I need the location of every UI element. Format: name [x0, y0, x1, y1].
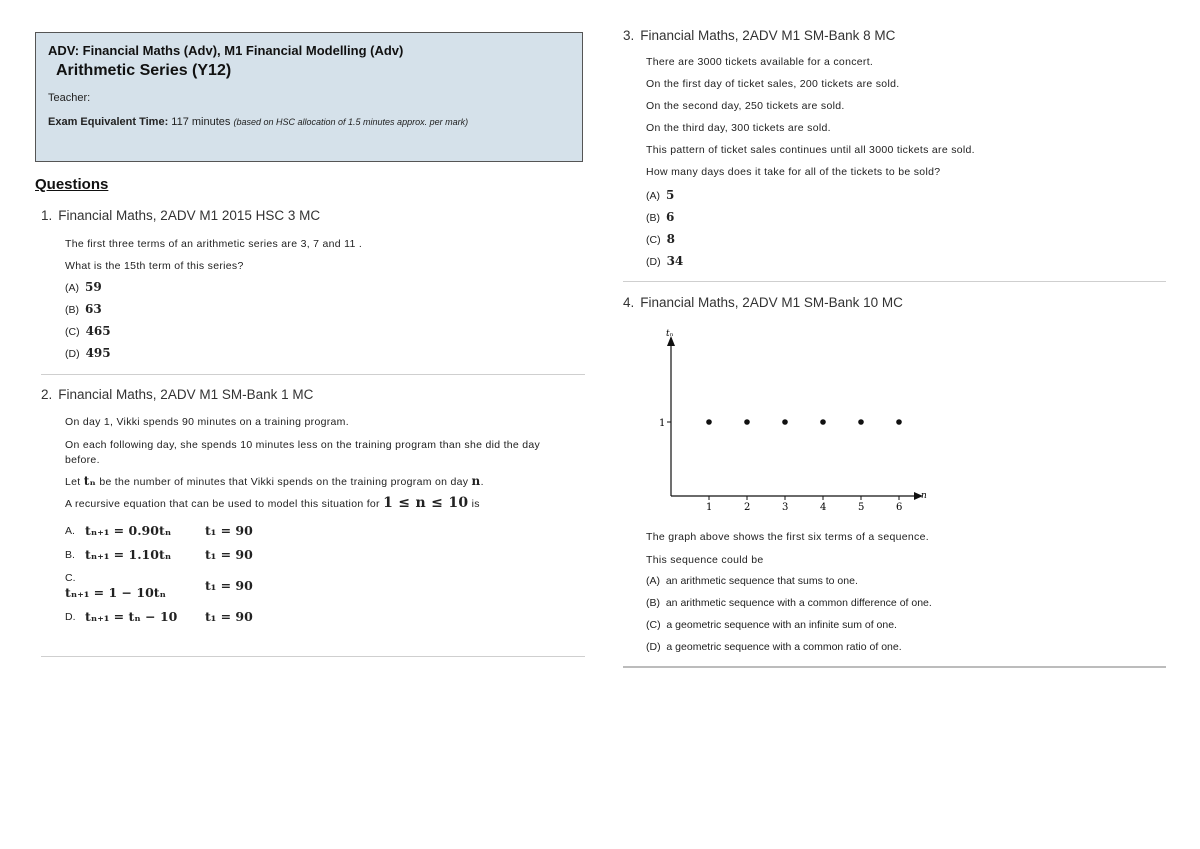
- option-value: 63: [85, 302, 102, 316]
- option-text: a geometric sequence with an infinite sum of one.: [666, 619, 897, 631]
- question-2-option-a-equation: tₙ₊₁ = 0.90tₙ: [85, 523, 172, 538]
- worksheet-title: Arithmetic Series (Y12): [56, 62, 232, 79]
- option-label: (C): [646, 619, 661, 631]
- exam-time-value: 117 minutes: [171, 116, 231, 128]
- question-3-option-d: [646, 254, 683, 268]
- x-tick-label: 1: [706, 502, 713, 513]
- question-1-title: [41, 208, 320, 223]
- question-3-line-4: On the third day, 300 tickets are sold.: [646, 122, 831, 134]
- question-3-line-3: On the second day, 250 tickets are sold.: [646, 100, 845, 112]
- option-value: 465: [85, 324, 111, 338]
- question-divider: [623, 666, 1166, 668]
- teacher-label: Teacher:: [48, 92, 91, 104]
- question-2-line-2: On each following day, she spends 10 minutes less on the training program than she did the day before.: [65, 439, 541, 466]
- x-axis-label: n: [921, 491, 927, 501]
- question-2-option-b-initial: t₁ = 90: [205, 547, 253, 562]
- course-title: ADV: Financial Maths (Adv), M1 Financial Modelling (Adv): [48, 43, 404, 58]
- question-number: 2.: [41, 387, 53, 402]
- option-value: 8: [666, 232, 675, 246]
- question-number: 3.: [623, 28, 635, 43]
- text-fragment: be the number of minutes that Vikki spends on the training program on day: [99, 476, 469, 488]
- question-1-option-c: [65, 324, 111, 338]
- question-3-option-b: [646, 210, 674, 224]
- y-tick-label: 1: [659, 418, 666, 429]
- question-2-title: [41, 387, 313, 402]
- question-divider: [41, 374, 585, 375]
- question-2-option-b-equation: tₙ₊₁ = 1.10tₙ: [85, 547, 172, 562]
- question-3-option-a: [646, 188, 674, 202]
- option-label: (A): [646, 575, 660, 587]
- option-value: 6: [666, 210, 675, 224]
- option-value: 34: [666, 254, 684, 268]
- data-point: [858, 419, 864, 425]
- question-number: 1.: [41, 208, 53, 223]
- text-fragment: .: [480, 476, 484, 488]
- question-1-option-b: [65, 302, 102, 316]
- question-2-option-c-initial: t₁ = 90: [205, 578, 253, 593]
- question-2-line-1: On day 1, Vikki spends 90 minutes on a training program.: [65, 416, 349, 428]
- question-2-option-c-equation: tₙ₊₁ = 1 − 10tₙ: [65, 585, 167, 600]
- question-2-option-c-label: C.: [65, 572, 76, 584]
- question-title-text: Financial Maths, 2ADV M1 SM-Bank 1 MC: [58, 387, 314, 402]
- data-points: [706, 419, 902, 425]
- option-label: (B): [65, 304, 79, 316]
- data-point: [820, 419, 826, 425]
- question-4-line-1: The graph above shows the first six terms of a sequence.: [646, 531, 929, 543]
- x-tick-label: 4: [820, 502, 827, 513]
- question-2-option-d-initial: t₁ = 90: [205, 609, 253, 624]
- text-fragment: is: [471, 498, 480, 510]
- option-text: an arithmetic sequence that sums to one.: [665, 575, 858, 587]
- exam-time-label: Exam Equivalent Time:: [48, 116, 169, 128]
- question-4-option-b: [646, 597, 932, 609]
- option-label: (D): [646, 641, 661, 653]
- question-4-option-c: [646, 619, 897, 631]
- question-4-option-a: [646, 575, 858, 587]
- data-point: [782, 419, 788, 425]
- question-1-option-d: [65, 346, 111, 360]
- x-tick-label: 5: [858, 502, 865, 513]
- question-1-stem: The first three terms of an arithmetic series are 3, 7 and 11 .: [65, 238, 363, 250]
- option-value: 495: [85, 346, 111, 360]
- option-text: a geometric sequence with a common ratio of one.: [666, 641, 902, 653]
- question-title-text: Financial Maths, 2ADV M1 SM-Bank 10 MC: [640, 295, 903, 310]
- question-1-option-a: [65, 280, 102, 294]
- exam-time: [48, 116, 570, 128]
- question-2-line-3: [65, 474, 484, 490]
- question-1-prompt: What is the 15th term of this series?: [65, 260, 244, 272]
- data-point: [744, 419, 750, 425]
- question-2-option-d-label: D.: [65, 611, 76, 623]
- option-label: (A): [65, 282, 79, 294]
- question-2-option-a-initial: t₁ = 90: [205, 523, 253, 538]
- question-number: 4.: [623, 295, 635, 310]
- x-tick-label: 2: [744, 502, 751, 513]
- question-4-title: [623, 295, 903, 310]
- question-4-line-2: This sequence could be: [646, 554, 764, 566]
- question-divider: [623, 281, 1166, 282]
- option-text: an arithmetic sequence with a common difference of one.: [665, 597, 932, 609]
- option-label: (D): [65, 348, 80, 360]
- option-label: (C): [65, 326, 80, 338]
- variable-n: n: [471, 474, 481, 488]
- question-3-option-c: [646, 232, 675, 246]
- question-3-line-6: How many days does it take for all of the tickets to be sold?: [646, 166, 941, 178]
- x-tick-label: 6: [896, 502, 903, 513]
- question-3-line-2: On the first day of ticket sales, 200 tickets are sold.: [646, 78, 900, 90]
- question-4-option-d: [646, 641, 902, 653]
- question-3-line-5: This pattern of ticket sales continues until all 3000 tickets are sold.: [646, 144, 975, 156]
- data-point: [706, 419, 712, 425]
- option-label: (A): [646, 190, 660, 202]
- inequality: 1 ≤ n ≤ 10: [383, 495, 469, 511]
- question-title-text: Financial Maths, 2ADV M1 SM-Bank 8 MC: [640, 28, 896, 43]
- text-fragment: Let: [65, 476, 81, 488]
- question-title-text: Financial Maths, 2ADV M1 2015 HSC 3 MC: [58, 208, 321, 223]
- option-label: (D): [646, 256, 661, 268]
- x-tick-label: 3: [782, 502, 789, 513]
- question-2-option-a-label: A.: [65, 525, 75, 537]
- option-value: 59: [85, 280, 102, 294]
- question-divider: [41, 656, 585, 657]
- question-3-line-1: There are 3000 tickets available for a concert.: [646, 56, 874, 68]
- sequence-graph: [653, 322, 963, 517]
- option-label: (C): [646, 234, 661, 246]
- question-2-option-d-equation: tₙ₊₁ = tₙ − 10: [85, 609, 178, 624]
- exam-time-note: (based on HSC allocation of 1.5 minutes approx. per mark): [233, 117, 469, 127]
- x-ticks: [706, 496, 902, 513]
- y-axis-label: tₙ: [666, 329, 674, 339]
- questions-heading: Questions: [35, 176, 109, 193]
- option-value: 5: [666, 188, 675, 202]
- worksheet-header: [35, 32, 583, 162]
- question-2-option-b-label: B.: [65, 549, 75, 561]
- text-fragment: A recursive equation that can be used to model this situation for: [65, 498, 380, 510]
- option-label: (B): [646, 597, 660, 609]
- question-2-line-4: [65, 496, 480, 512]
- question-3-title: [623, 28, 895, 43]
- option-label: (B): [646, 212, 660, 224]
- variable-t-n: tₙ: [83, 474, 97, 488]
- data-point: [896, 419, 902, 425]
